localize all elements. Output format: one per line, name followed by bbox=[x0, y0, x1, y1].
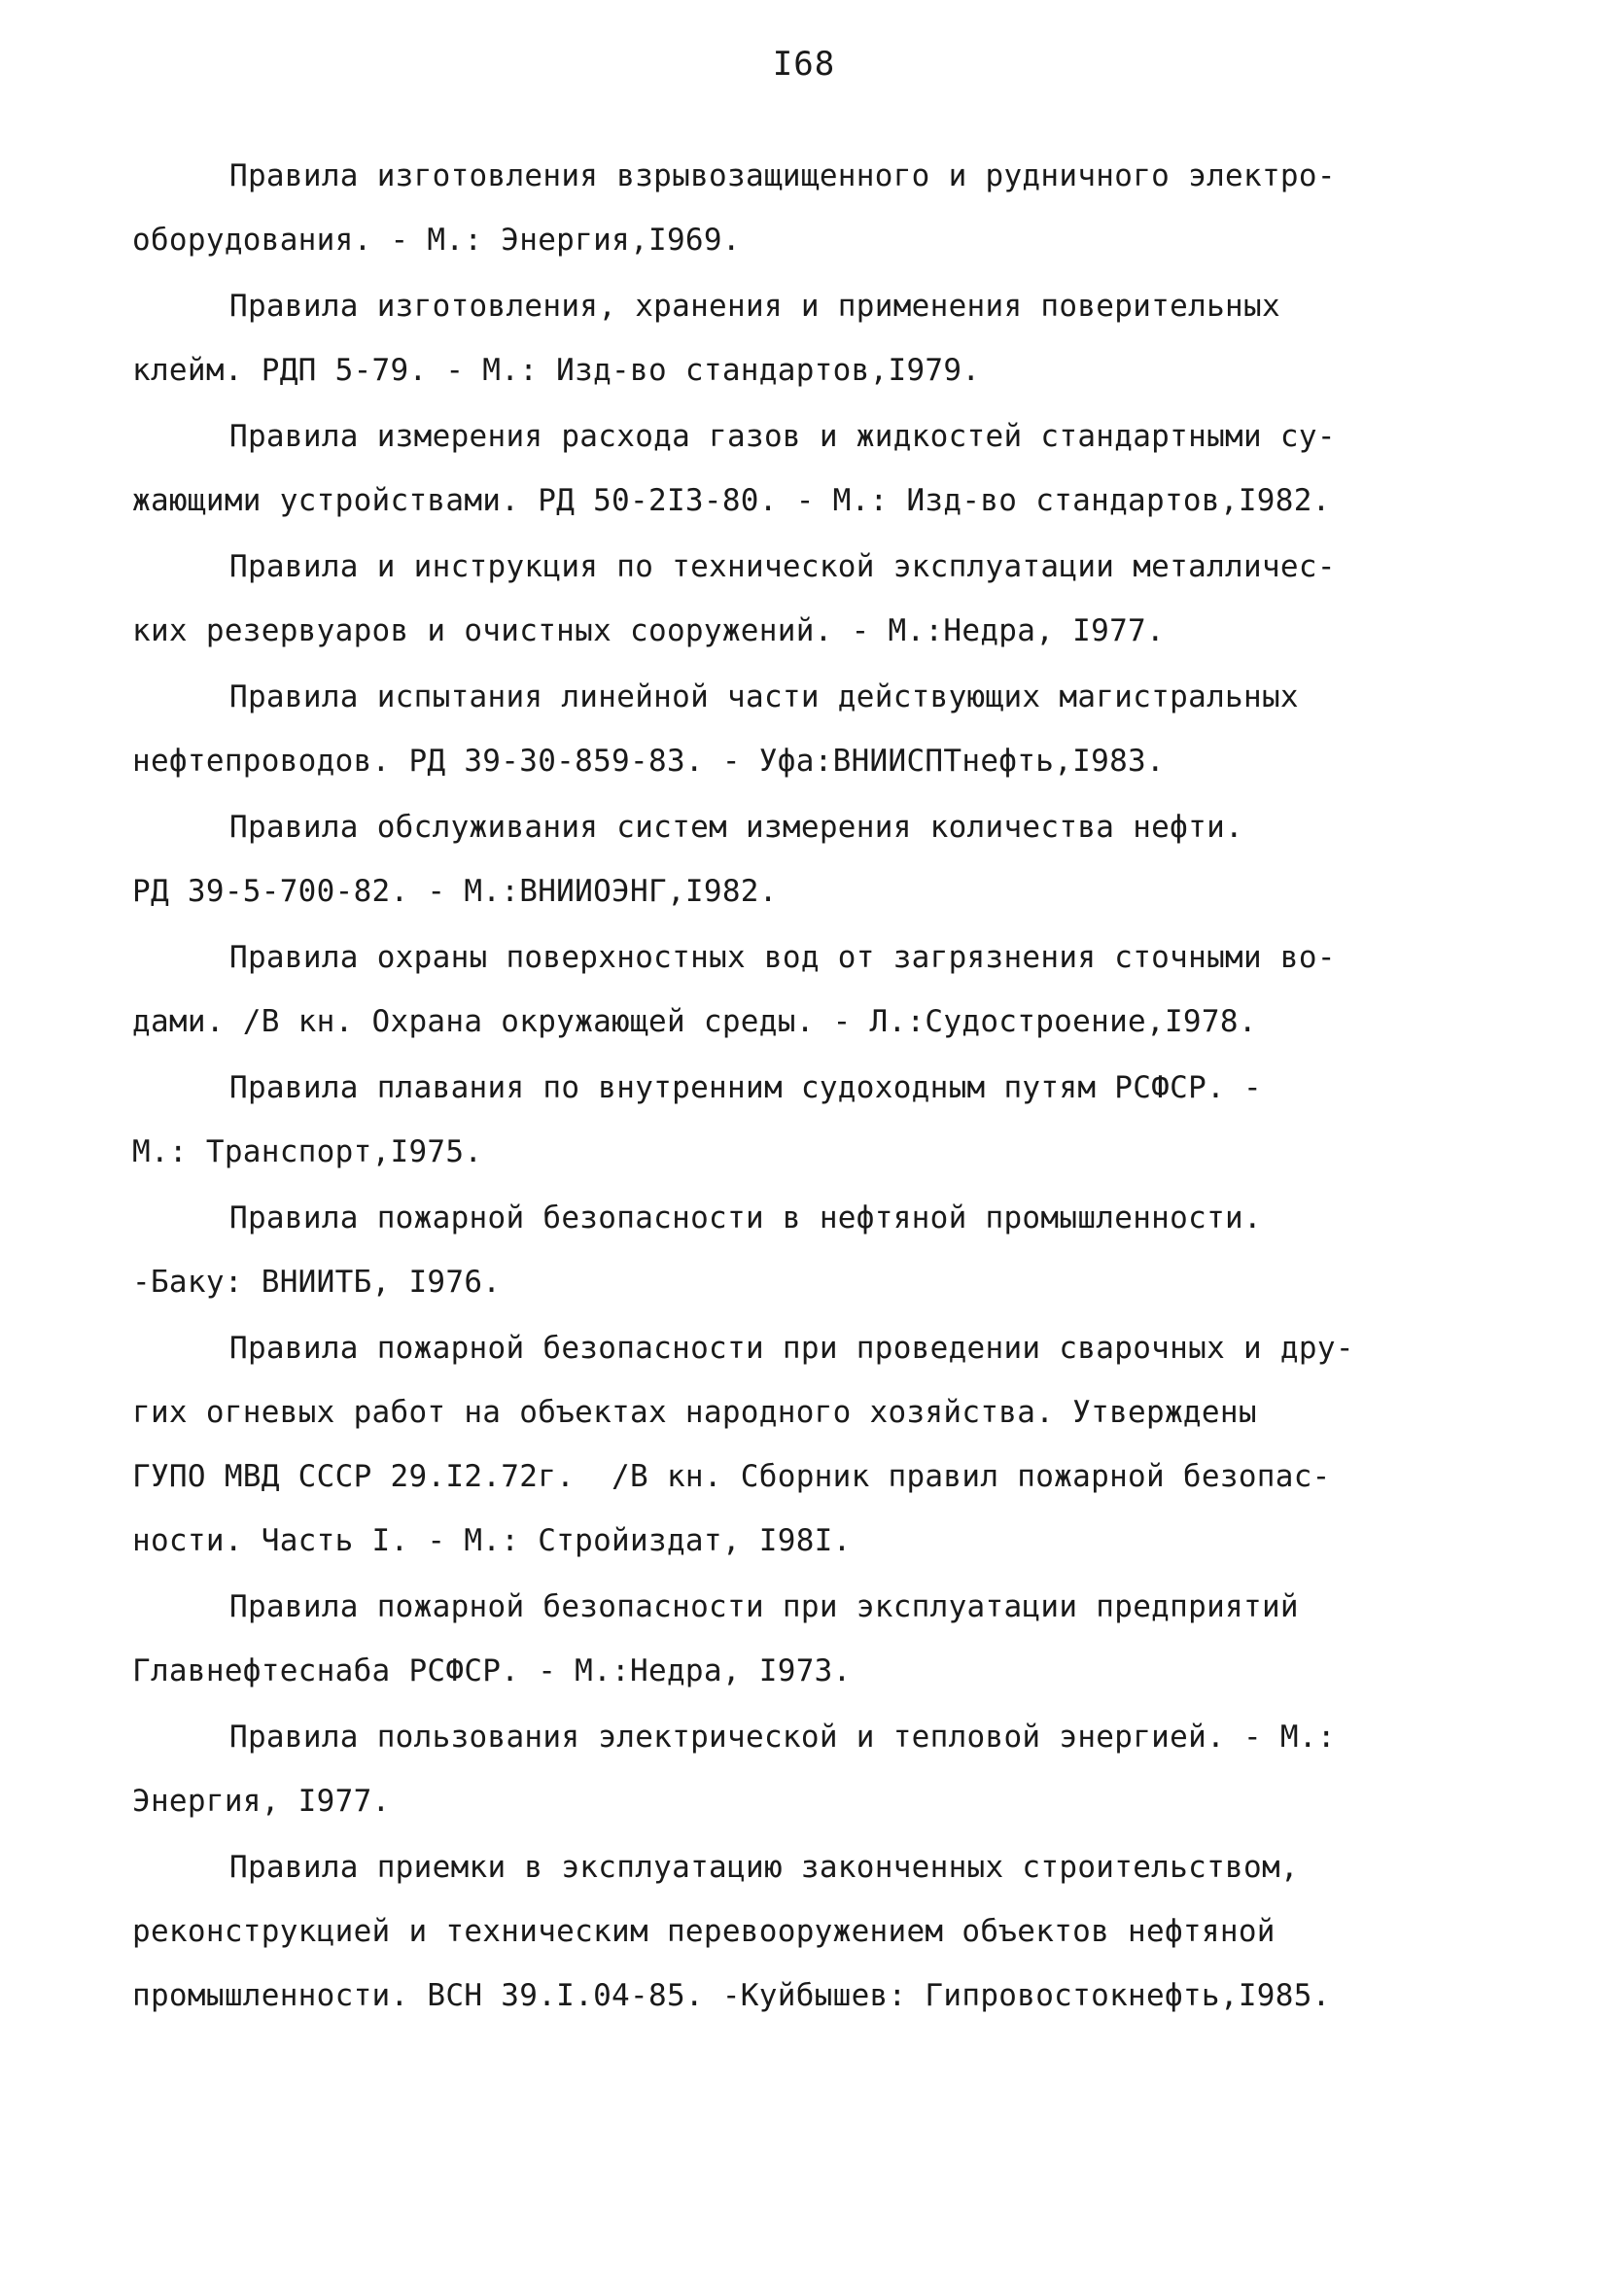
reference-entry bbox=[132, 1835, 1406, 2028]
reference-line: Правила изготовления взрывозащищенного и рудничного электро- bbox=[229, 158, 1336, 193]
reference-entry bbox=[132, 1575, 1406, 1703]
reference-line: Правила плавания по внутренним судоходным путям РСФСР. - bbox=[229, 1070, 1262, 1105]
reference-line: Правила пожарной безопасности при эксплуатации предприятий bbox=[229, 1589, 1299, 1624]
reference-line: Правила пожарной безопасности при проведении сварочных и дру- bbox=[229, 1331, 1354, 1366]
reference-line: Правила приемки в эксплуатацию законченных строительством, bbox=[229, 1850, 1299, 1885]
reference-line: Правила измерения расхода газов и жидкостей стандартными су- bbox=[229, 419, 1336, 454]
reference-entry bbox=[132, 144, 1406, 272]
reference-line: ких резервуаров и очистных сооружений. - М.:Недра, I977. bbox=[132, 613, 1165, 648]
reference-line: промышленности. ВСН 39.I.04-85. -Куйбышев: Гипровостокнефть,I985. bbox=[132, 1978, 1331, 2013]
reference-line: ГУПО МВД СССР 29.I2.72г. /В кн. Сборник правил пожарной безопас- bbox=[132, 1459, 1331, 1494]
reference-entry bbox=[132, 665, 1406, 793]
reference-line: Правила пользования электрической и тепловой энергией. - М.: bbox=[229, 1720, 1336, 1755]
reference-entry bbox=[132, 925, 1406, 1054]
reference-entry bbox=[132, 795, 1406, 923]
reference-line: оборудования. - М.: Энергия,I969. bbox=[132, 223, 741, 258]
reference-line: Правила пожарной безопасности в нефтяной промышленности. bbox=[229, 1200, 1262, 1235]
reference-line: Правила охраны поверхностных вод от загрязнения сточными во- bbox=[229, 940, 1336, 975]
reference-line: нефтепроводов. РД 39-30-859-83. - Уфа:ВНИИСПТнефть,I983. bbox=[132, 744, 1165, 779]
reference-entry bbox=[132, 535, 1406, 663]
reference-line: Правила и инструкция по технической эксплуатации металличес- bbox=[229, 549, 1336, 584]
reference-line: клейм. РДП 5-79. - М.: Изд-во стандартов,I979. bbox=[132, 353, 981, 388]
reference-entry bbox=[132, 404, 1406, 533]
reference-line: дами. /В кн. Охрана окружающей среды. - Л.:Судостроение,I978. bbox=[132, 1004, 1257, 1039]
reference-line: реконструкцией и техническим перевооружением объектов нефтяной bbox=[132, 1914, 1276, 1949]
reference-line: Энергия, I977. bbox=[132, 1784, 391, 1819]
reference-entry bbox=[132, 274, 1406, 402]
reference-line: М.: Транспорт,I975. bbox=[132, 1134, 483, 1169]
reference-line: Главнефтеснаба РСФСР. - М.:Недра, I973. bbox=[132, 1653, 852, 1688]
reference-line: -Баку: ВНИИТБ, I976. bbox=[132, 1265, 502, 1300]
reference-line: гих огневых работ на объектах народного хозяйства. Утверждены bbox=[132, 1395, 1257, 1430]
reference-entry bbox=[132, 1705, 1406, 1833]
reference-line: РД 39-5-700-82. - М.:ВНИИОЭНГ,I982. bbox=[132, 874, 778, 909]
reference-line: Правила изготовления, хранения и применения поверительных bbox=[229, 289, 1280, 324]
reference-line: Правила обслуживания систем измерения количества нефти. bbox=[229, 810, 1243, 845]
reference-line: жающими устройствами. РД 50-2I3-80. - М.: Изд-во стандартов,I982. bbox=[132, 483, 1331, 518]
page-number: I68 bbox=[772, 45, 836, 84]
reference-line: ности. Часть I. - М.: Стройиздат, I98I. bbox=[132, 1523, 852, 1558]
reference-entry bbox=[132, 1186, 1406, 1314]
reference-list bbox=[132, 144, 1406, 2030]
reference-line: Правила испытания линейной части действующих магистральных bbox=[229, 679, 1299, 714]
reference-entry bbox=[132, 1316, 1406, 1573]
reference-entry bbox=[132, 1056, 1406, 1184]
